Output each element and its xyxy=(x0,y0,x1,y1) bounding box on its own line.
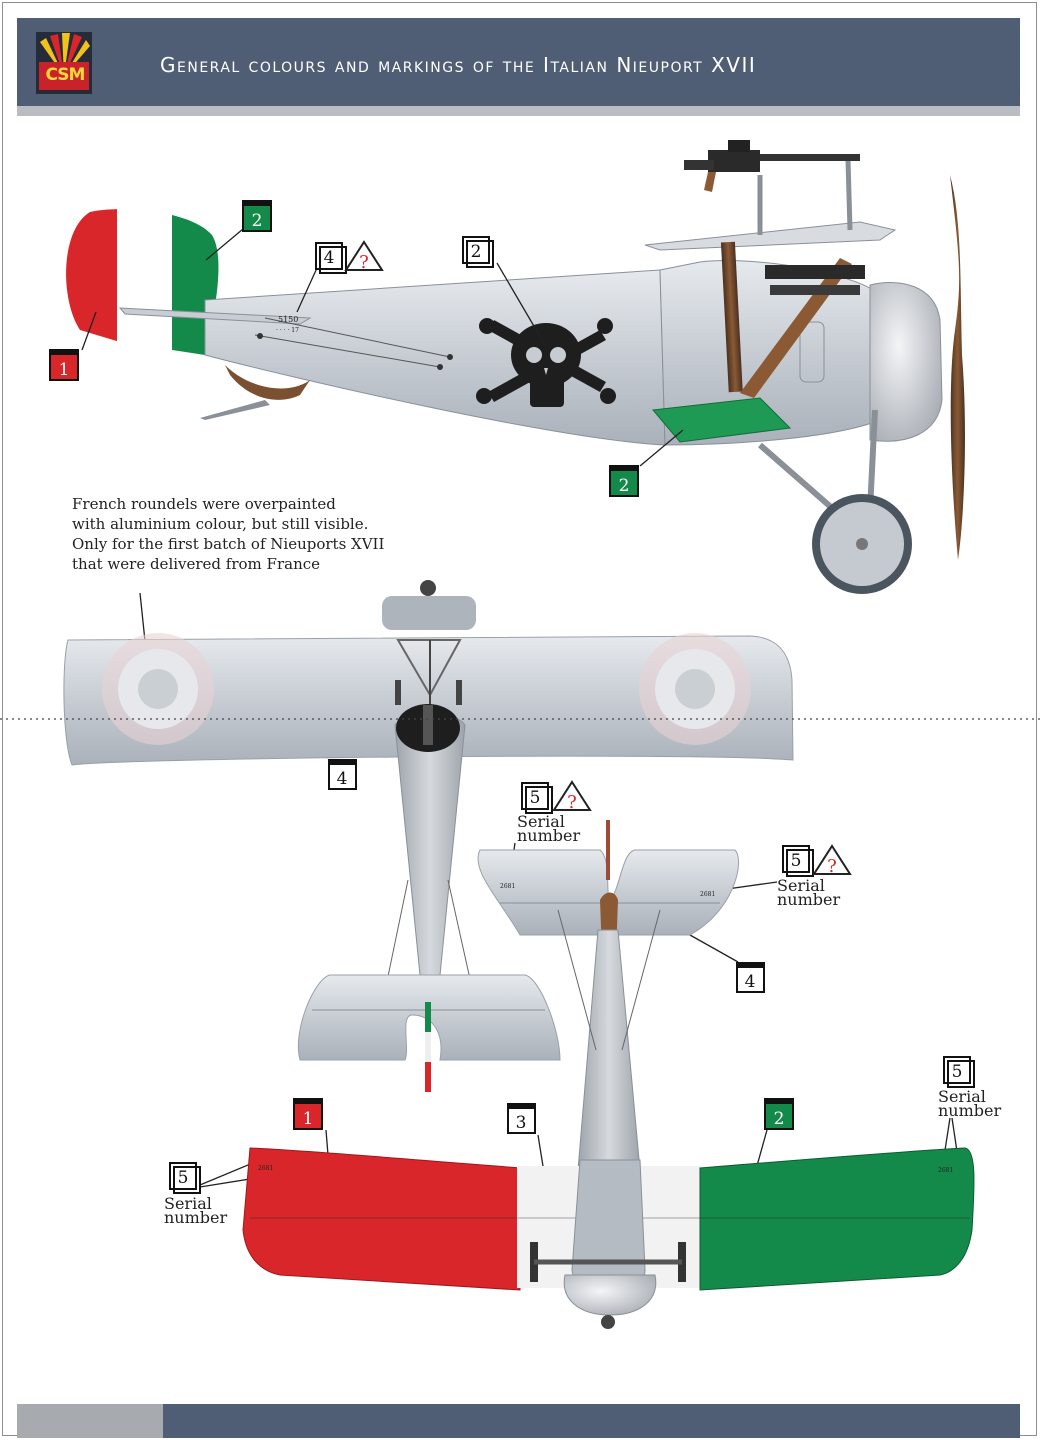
serial-label-tail-right: Serial number xyxy=(777,876,841,909)
footer-bar-dark xyxy=(163,1404,1020,1438)
callout-tail-serial-left xyxy=(522,783,552,813)
callout-lower-serial-right xyxy=(944,1057,974,1087)
svg-text:4: 4 xyxy=(323,248,335,268)
callout-top-wing xyxy=(329,760,356,789)
svg-text:?: ? xyxy=(567,792,577,813)
callout-side-fuselage xyxy=(463,237,493,267)
side-cowling xyxy=(870,283,942,442)
svg-text:4: 4 xyxy=(744,972,756,992)
callout-tail-serial-right xyxy=(783,846,813,876)
warning-icon xyxy=(346,242,382,273)
serial-label-lower-right: Serial number xyxy=(938,1087,1002,1120)
svg-text:1: 1 xyxy=(302,1109,314,1129)
machine-gun xyxy=(684,140,860,192)
top-fuselage xyxy=(395,714,465,975)
callout-lower-serial-left xyxy=(170,1163,200,1193)
tail-serial-right: 2681 xyxy=(700,891,716,898)
side-serial-small: · · · · 17 xyxy=(276,327,299,334)
bottom-view xyxy=(243,820,974,1329)
tail-serial-left: 2681 xyxy=(500,883,516,890)
side-serial-text: 5150 xyxy=(278,315,299,324)
svg-text:5: 5 xyxy=(177,1168,189,1188)
callout-side-tail-red xyxy=(50,350,78,380)
top-view xyxy=(64,580,793,1092)
callout-side-stabilizer xyxy=(610,466,638,496)
callout-lower-green xyxy=(765,1099,793,1129)
svg-text:?: ? xyxy=(827,856,837,877)
warning-icon-3 xyxy=(814,846,850,877)
warning-icon-2 xyxy=(554,782,590,813)
svg-text:2: 2 xyxy=(618,476,630,496)
callout-side-serial xyxy=(316,243,346,273)
svg-text:5: 5 xyxy=(790,851,802,871)
roundel-note xyxy=(72,494,396,574)
lower-serial-right: 2681 xyxy=(938,1167,954,1174)
serial-label-tail-left: Serial number xyxy=(517,812,581,845)
side-fuselage xyxy=(205,270,665,445)
svg-text:4: 4 xyxy=(336,769,348,789)
lower-serial-left: 2681 xyxy=(258,1165,274,1172)
propeller xyxy=(950,175,965,560)
footer-bar-light xyxy=(17,1404,163,1438)
roundel-right xyxy=(639,633,751,745)
callout-side-tail-green xyxy=(243,201,271,231)
note-line: Only for the first batch of Nieuports XVII xyxy=(72,535,385,553)
svg-text:1: 1 xyxy=(58,360,70,380)
serial-label-lower-left: Serial number xyxy=(164,1194,228,1227)
note-line: with aluminium colour, but still visible. xyxy=(72,515,369,533)
svg-text:2: 2 xyxy=(773,1109,785,1129)
svg-text:3: 3 xyxy=(515,1113,527,1133)
side-upper-wing xyxy=(645,222,895,250)
note-line: French roundels were overpainted xyxy=(72,495,336,513)
logo-text: CSM xyxy=(45,65,85,85)
callout-tail-plane xyxy=(737,963,764,992)
page-title: General colours and markings of the Italian Nieuport XVII xyxy=(160,53,757,77)
svg-text:5: 5 xyxy=(951,1062,963,1082)
svg-text:?: ? xyxy=(359,252,369,273)
svg-text:2: 2 xyxy=(251,211,263,231)
roundel-left xyxy=(102,633,214,745)
svg-text:2: 2 xyxy=(470,242,482,262)
note-line: that were delivered from France xyxy=(72,555,321,573)
svg-text:5: 5 xyxy=(529,788,541,808)
callout-lower-white xyxy=(508,1104,535,1133)
callout-lower-red xyxy=(294,1099,322,1129)
